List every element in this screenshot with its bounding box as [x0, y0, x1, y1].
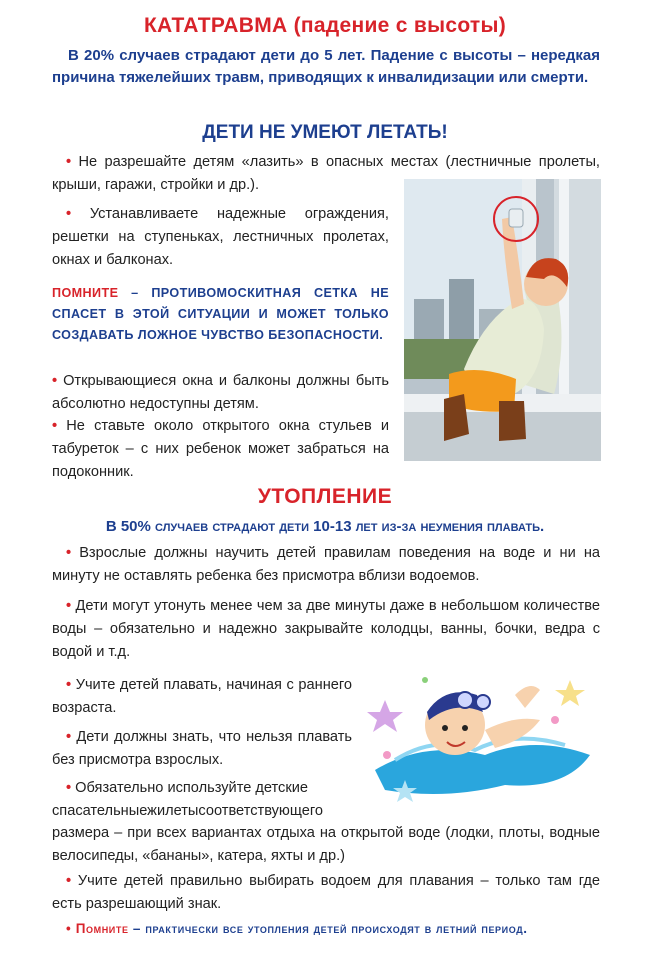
bullet: •	[52, 373, 58, 389]
section2-item6	[52, 870, 600, 916]
warning-text: – ПРОТИВОМОСКИТНАЯ СЕТКА НЕ СПАСЕТ В ЭТОЙ СИТУАЦИИ И МОЖЕТ ТОЛЬКО СОЗДАВАТЬ ЛОЖНОЕ ЧУВСТВО БЕЗОПАСНОСТИ.	[52, 286, 389, 342]
section1-warning	[52, 283, 389, 346]
section1-item3	[52, 370, 389, 416]
section2-item1	[52, 542, 600, 588]
section1-subtitle: ДЕТИ НЕ УМЕЮТ ЛЕТАТЬ!	[202, 122, 448, 143]
bullet: •	[66, 677, 72, 693]
section2-item4	[52, 726, 352, 772]
section1-item3-text: Открывающиеся окна и балконы должны быть абсолютно недоступны детям.	[52, 373, 389, 412]
section1-lead: В 20% случаев страдают дети до 5 лет. Падение с высоты – нередкая причина тяжелейших травм, приводящих к инвалидизации или смерти.	[52, 47, 600, 86]
section1-item1-text: Не разрешайте детям «лазить» в опасных местах (лестничные пролеты, крыши, гаражи, стройки и др.).	[52, 154, 600, 193]
section2-item6-text: Учите детей правильно выбирать водоем для плавания – только там где есть разрешающий знак.	[52, 873, 600, 912]
bullet: •	[66, 921, 72, 936]
section2-lead: В 50% случаев страдают дети 10-13 лет из-за неумения плавать.	[105, 518, 545, 535]
section2-item3-text: Учите детей плавать, начиная с раннего возраста.	[52, 677, 352, 716]
warning-label: Помните	[75, 921, 129, 936]
section2-item2-text: Дети могут утонуть менее чем за две минуты даже в небольшом количестве воды – обязательно и надежно закрывайте колодцы, ванны, бочки, ведра с водой и т.д.	[52, 598, 600, 660]
bullet: •	[52, 418, 58, 434]
section2-item5a-text: Обязательно используйте детские спасательныежилетысоответствующего	[52, 780, 323, 819]
warning-label: ПОМНИТЕ	[52, 286, 119, 300]
section2-item1-text: Взрослые должны научить детей правилам поведения на воде и ни на минуту не оставлять ребенка без присмотра вблизи водоемов.	[52, 545, 600, 584]
section2-item4-text: Дети должны знать, что нельзя плавать без присмотра взрослых.	[52, 729, 352, 768]
section1-item4	[52, 415, 389, 484]
section1-item2	[52, 203, 389, 272]
section2-item5b: размера – при всех вариантах отдыха на открытой воде (лодки, плоты, водные велосипеды, «бананы», катера, яхты и др.)	[52, 825, 600, 864]
section2-item5a	[52, 777, 352, 823]
bullet: •	[66, 154, 72, 170]
bullet: •	[66, 598, 72, 614]
bullet: •	[66, 545, 72, 561]
bullet: •	[66, 780, 72, 796]
section1-item4-text: Не ставьте около открытого окна стульев и табуреток – с них ребенок может забраться на подоконник.	[52, 418, 390, 480]
section2-warning	[52, 918, 600, 939]
bullet: •	[66, 729, 72, 745]
child-at-window-illustration	[404, 179, 601, 461]
swimming-child-illustration	[365, 660, 597, 810]
section2-item2	[52, 595, 600, 664]
section1-title: КАТАТРАВМА (падение с высоты)	[143, 14, 507, 37]
bullet: •	[66, 206, 72, 222]
bullet: •	[66, 873, 72, 889]
section2-item3	[52, 674, 352, 720]
section2-title: УТОПЛЕНИЕ	[257, 485, 393, 508]
warning-text: – практически все утопления детей происходят в летний период.	[128, 921, 528, 936]
section1-item2-text: Устанавливаете надежные ограждения, решетки на ступеньках, лестничных пролетах, окнах и балконах.	[52, 206, 389, 268]
